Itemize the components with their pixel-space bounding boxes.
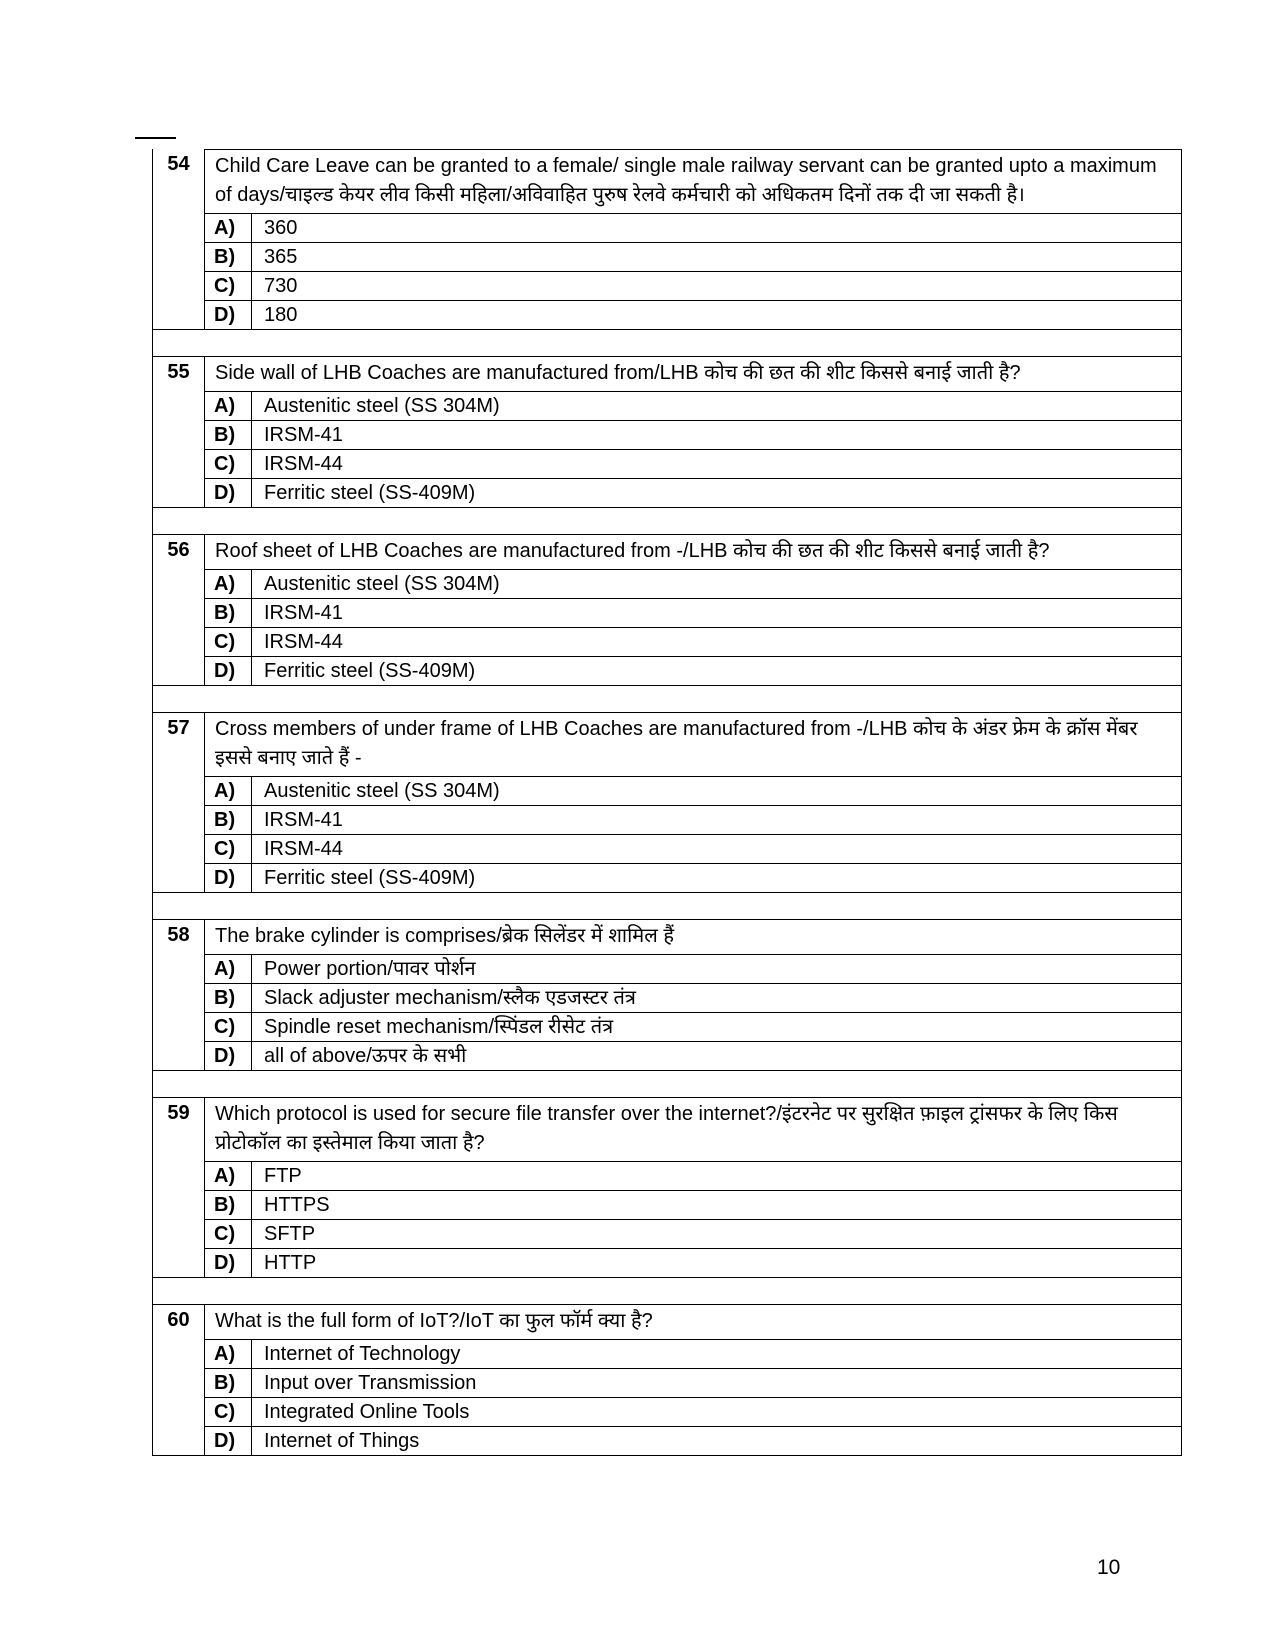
- option-row: [205, 1013, 1181, 1042]
- question-text: Child Care Leave can be granted to a female/ single male railway servant can be granted upto a maximum of days/चाइल्ड केयर लीव किसी महिला/अविवाहित पुरुष रेलवे कर्मचारी को अधिकतम दिनों तक दी जा सकती है।: [205, 150, 1181, 214]
- option-label: B): [205, 243, 252, 271]
- option-label: B): [205, 599, 252, 627]
- question-separator: [152, 1071, 1182, 1097]
- option-text: Input over Transmission: [264, 1372, 477, 1394]
- option-row: [205, 450, 1181, 479]
- option-row: [205, 806, 1181, 835]
- option-text: Austenitic steel (SS 304M): [264, 395, 500, 417]
- question-table: [152, 149, 1182, 1456]
- option-text: Spindle reset mechanism/स्पिंडल रीसेट तंत्र: [264, 1016, 614, 1038]
- option-row: [205, 1340, 1181, 1369]
- option-label: D): [205, 1427, 252, 1455]
- option-row: [205, 1220, 1181, 1249]
- option-label: A): [205, 955, 252, 983]
- option-row: [205, 479, 1181, 507]
- option-text: Integrated Online Tools: [264, 1401, 470, 1423]
- option-row: [205, 272, 1181, 301]
- option-label: B): [205, 806, 252, 834]
- option-text: all of above/ऊपर के सभी: [264, 1045, 467, 1067]
- question-number: 57: [153, 713, 205, 892]
- question-block: [152, 712, 1182, 893]
- question-block: [152, 1304, 1182, 1456]
- question-block: [152, 149, 1182, 330]
- option-label: C): [205, 1398, 252, 1426]
- option-text: HTTPS: [264, 1194, 330, 1216]
- page-number: 10: [1097, 1556, 1121, 1579]
- option-text: Ferritic steel (SS-409M): [264, 867, 476, 889]
- option-row: [205, 777, 1181, 806]
- question-content: [205, 149, 1181, 329]
- option-label: D): [205, 301, 252, 329]
- question-content: [205, 1305, 1181, 1455]
- option-text: IRSM-44: [264, 453, 343, 475]
- option-text: 730: [264, 275, 298, 297]
- question-separator: [152, 330, 1182, 356]
- option-label: C): [205, 1220, 252, 1248]
- option-label: A): [205, 1162, 252, 1190]
- option-row: [205, 835, 1181, 864]
- question-content: [205, 1098, 1181, 1277]
- option-row: [205, 214, 1181, 243]
- option-row: [205, 301, 1181, 329]
- option-row: [205, 1369, 1181, 1398]
- question-text: Which protocol is used for secure file transfer over the internet?/इंटरनेट पर सुरक्षित फ़ाइल ट्रांसफर के लिए किस प्रोटोकॉल का इस्तेमाल किया जाता है?: [205, 1098, 1181, 1162]
- option-label: A): [205, 1340, 252, 1368]
- question-content: [205, 357, 1181, 507]
- option-text: Internet of Technology: [264, 1343, 461, 1365]
- option-text: Power portion/पावर पोर्शन: [264, 958, 476, 980]
- option-text: FTP: [264, 1165, 302, 1187]
- question-block: [152, 919, 1182, 1071]
- question-content: [205, 713, 1181, 892]
- question-block: [152, 1097, 1182, 1278]
- option-label: D): [205, 1042, 252, 1070]
- option-row: [205, 628, 1181, 657]
- option-label: A): [205, 392, 252, 420]
- option-row: [205, 1191, 1181, 1220]
- option-label: D): [205, 657, 252, 685]
- option-label: D): [205, 479, 252, 507]
- question-number: 55: [153, 357, 205, 507]
- option-row: [205, 1162, 1181, 1191]
- option-label: C): [205, 272, 252, 300]
- option-text: Ferritic steel (SS-409M): [264, 660, 476, 682]
- option-label: A): [205, 214, 252, 242]
- option-text: Austenitic steel (SS 304M): [264, 780, 500, 802]
- question-separator: [152, 1278, 1182, 1304]
- option-row: [205, 864, 1181, 892]
- question-content: [205, 920, 1181, 1070]
- question-number: 54: [153, 149, 205, 329]
- option-row: [205, 1042, 1181, 1070]
- option-label: B): [205, 984, 252, 1012]
- option-row: [205, 570, 1181, 599]
- option-row: [205, 955, 1181, 984]
- question-text: Cross members of under frame of LHB Coaches are manufactured from -/LHB कोच के अंडर फ्रेम के क्रॉस मेंबर इससे बनाए जाते हैं -: [205, 713, 1181, 777]
- option-text: Slack adjuster mechanism/स्लैक एडजस्टर तंत्र: [264, 987, 636, 1009]
- option-label: D): [205, 1249, 252, 1277]
- option-text: Ferritic steel (SS-409M): [264, 482, 476, 504]
- option-label: C): [205, 628, 252, 656]
- question-number: 56: [153, 535, 205, 685]
- question-block: [152, 356, 1182, 508]
- question-block: [152, 534, 1182, 686]
- question-number: 59: [153, 1098, 205, 1277]
- option-label: C): [205, 1013, 252, 1041]
- question-text: The brake cylinder is comprises/ब्रेक सिलेंडर में शामिल हैं: [205, 920, 1181, 955]
- option-row: [205, 1398, 1181, 1427]
- option-text: Internet of Things: [264, 1430, 420, 1452]
- question-separator: [152, 686, 1182, 712]
- question-number: 58: [153, 920, 205, 1070]
- option-text: IRSM-41: [264, 809, 343, 831]
- question-text: Roof sheet of LHB Coaches are manufactured from -/LHB कोच की छत की शीट किससे बनाई जाती है?: [205, 535, 1181, 570]
- option-text: IRSM-44: [264, 838, 343, 860]
- question-text: What is the full form of IoT?/IoT का फुल फॉर्म क्या है?: [205, 1305, 1181, 1340]
- option-row: [205, 243, 1181, 272]
- option-row: [205, 421, 1181, 450]
- table-continuation-stub: [135, 137, 176, 139]
- option-row: [205, 1427, 1181, 1455]
- option-row: [205, 392, 1181, 421]
- option-text: IRSM-44: [264, 631, 343, 653]
- option-label: D): [205, 864, 252, 892]
- option-text: SFTP: [264, 1223, 316, 1245]
- question-text: Side wall of LHB Coaches are manufactured from/LHB कोच की छत की शीट किससे बनाई जाती है?: [205, 357, 1181, 392]
- option-text: Austenitic steel (SS 304M): [264, 573, 500, 595]
- option-label: A): [205, 570, 252, 598]
- option-text: 360: [264, 217, 298, 239]
- option-text: 180: [264, 304, 298, 326]
- option-label: B): [205, 421, 252, 449]
- option-text: IRSM-41: [264, 602, 343, 624]
- question-separator: [152, 508, 1182, 534]
- option-label: B): [205, 1369, 252, 1397]
- question-number: 60: [153, 1305, 205, 1455]
- option-label: C): [205, 450, 252, 478]
- option-text: IRSM-41: [264, 424, 343, 446]
- option-row: [205, 1249, 1181, 1277]
- option-row: [205, 657, 1181, 685]
- option-text: HTTP: [264, 1252, 317, 1274]
- question-separator: [152, 893, 1182, 919]
- option-row: [205, 599, 1181, 628]
- option-text: 365: [264, 246, 298, 268]
- option-row: [205, 984, 1181, 1013]
- question-content: [205, 535, 1181, 685]
- option-label: C): [205, 835, 252, 863]
- option-label: B): [205, 1191, 252, 1219]
- option-label: A): [205, 777, 252, 805]
